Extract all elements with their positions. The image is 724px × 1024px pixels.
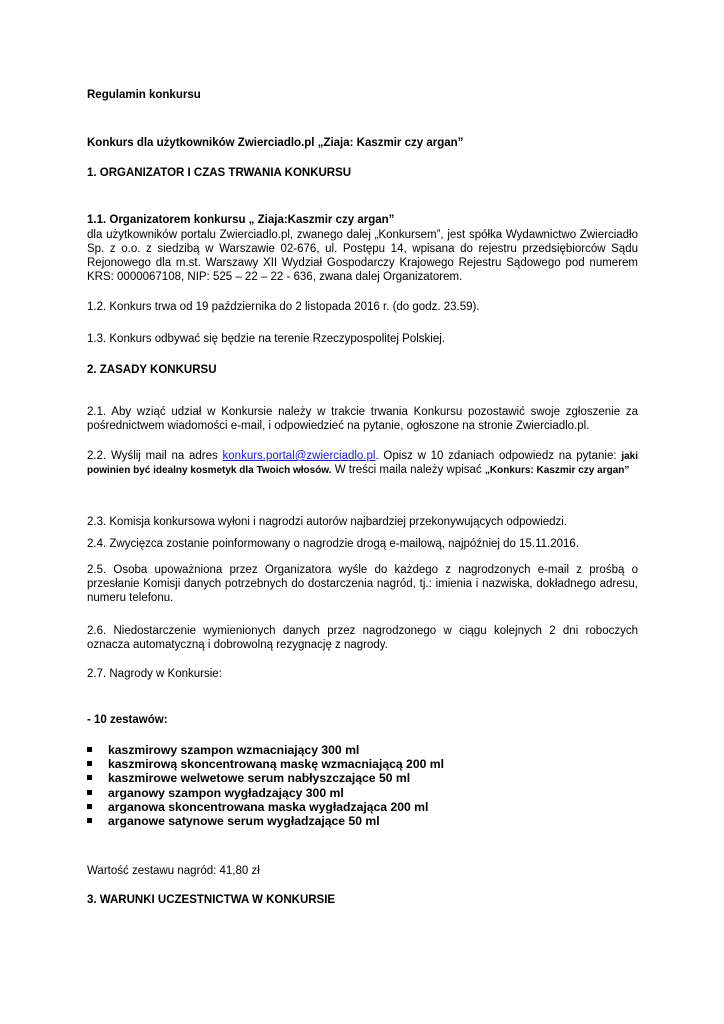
bullet-square-icon: [87, 775, 92, 780]
list-item: [87, 786, 638, 800]
bullet-square-icon: [87, 761, 92, 766]
prize-label: kaszmirowy szampon wzmacniający 300 ml: [108, 743, 360, 757]
section-2-1: 2.1. Aby wziąć udział w Konkursie należy w trakcie trwania Konkursu pozostawić swoje zgłoszenie za pośrednictwem wiadomości e-mail, i odpowiedzieć na pytanie, ogłoszone na stronie Zwierciadlo.pl.: [87, 406, 638, 432]
list-item: [87, 800, 638, 814]
bullet-square-icon: [87, 804, 92, 809]
prize-label: kaszmirowe welwetowe serum nabłyszczające 50 ml: [108, 771, 411, 786]
prize-label: arganowy szampon wygładzający 300 ml: [108, 785, 344, 800]
section-2-5: 2.5. Osoba upoważniona przez Organizatora wyśle do każdego z nagrodzonych e-mail z prośbą o przesłanie Komisji danych potrzebnych do dostarczenia nagród, tj.: imienia i nazwiska, dokładnego adresu, numeru telefonu.: [87, 564, 638, 604]
prize-list: [87, 743, 638, 828]
section-2-2-intro: 2.2. Wyślij mail na adres: [87, 450, 223, 462]
bullet-square-icon: [87, 790, 92, 795]
prize-label: arganowa skoncentrowana maska wygładzająca 200 ml: [108, 799, 429, 814]
list-item: [87, 814, 638, 828]
section-2-4: 2.4. Zwycięzca zostanie poinformowany o nagrodzie drogą e-mailową, najpóźniej do 15.11.2016.: [87, 538, 580, 550]
prize-sets-label: - 10 zestawów:: [87, 714, 168, 726]
contest-question: jaki powinien być idealny kosmetyk dla Twoich włosów.: [87, 451, 638, 476]
section-3-heading: 3. WARUNKI UCZESTNICTWA W KONKURSIE: [87, 894, 336, 906]
section-1-heading: 1. ORGANIZATOR I CZAS TRWANIA KONKURSU: [87, 167, 352, 179]
section-1-2: 1.2. Konkurs trwa od 19 października do 2 listopada 2016 r. (do godz. 23.59).: [87, 301, 480, 313]
section-1-1-heading: 1.1. Organizatorem konkursu „ Ziaja:Kaszmir czy argan”: [87, 214, 395, 226]
list-item: [87, 771, 638, 785]
section-2-2-instruction: . Opisz w 10 zdaniach odpowiedz na pytanie:: [375, 450, 622, 462]
section-1-3: 1.3. Konkurs odbywać się będzie na terenie Rzeczypospolitej Polskiej.: [87, 333, 445, 345]
section-2-7: 2.7. Nagrody w Konkursie:: [87, 668, 222, 680]
prize-label: arganowe satynowe serum wygładzające 50 ml: [108, 813, 380, 828]
section-2-6: 2.6. Niedostarczenie wymienionych danych przez nagrodzonego w ciągu kolejnych 2 dni roboczych oznacza automatyczną i dobrowolną rezygnację z nagrody.: [87, 625, 638, 651]
prize-label: kaszmirową skoncentrowaną maskę wzmacniającą 200 ml: [108, 757, 445, 772]
contest-email-link[interactable]: konkurs.portal@zwierciadlo.pl: [222, 450, 376, 462]
section-2-heading: 2. ZASADY KONKURSU: [87, 364, 217, 376]
set-value: Wartość zestawu nagród: 41,80 zł: [87, 865, 260, 877]
section-2-2-subject-intro: W treści maila należy wpisać: [331, 463, 485, 476]
section-1-1-body: dla użytkowników portalu Zwierciadlo.pl, zwanego dalej „Konkursem”, jest spółka Wydawnictwo Zwierciadło Sp. z o.o. z siedzibą w Warszawie 02-676, ul. Postępu 14, wpisana do rejestru przedsiębiorców Sądu Rejonowego dla m.st. Warszawy XII Wydział Gospodarczy Krajowego Rejestru Sądowego pod numerem KRS: 0000067108, NIP: 525 – 22 – 22 - 636, zwana dalej Organizatorem.: [87, 229, 638, 283]
bullet-square-icon: [87, 818, 92, 823]
document-title: Regulamin konkursu: [87, 89, 201, 101]
contest-line: Konkurs dla użytkowników Zwierciadlo.pl „Ziaja: Kaszmir czy argan”: [87, 137, 464, 149]
email-subject: „Konkurs: Kaszmir czy argan”: [484, 464, 630, 476]
list-item: [87, 757, 638, 771]
list-item: [87, 743, 638, 757]
section-2-3: 2.3. Komisja konkursowa wyłoni i nagrodzi autorów najbardziej przekonywujących odpowiedzi.: [87, 516, 568, 528]
bullet-square-icon: [87, 747, 92, 752]
section-2-2: [87, 450, 638, 477]
